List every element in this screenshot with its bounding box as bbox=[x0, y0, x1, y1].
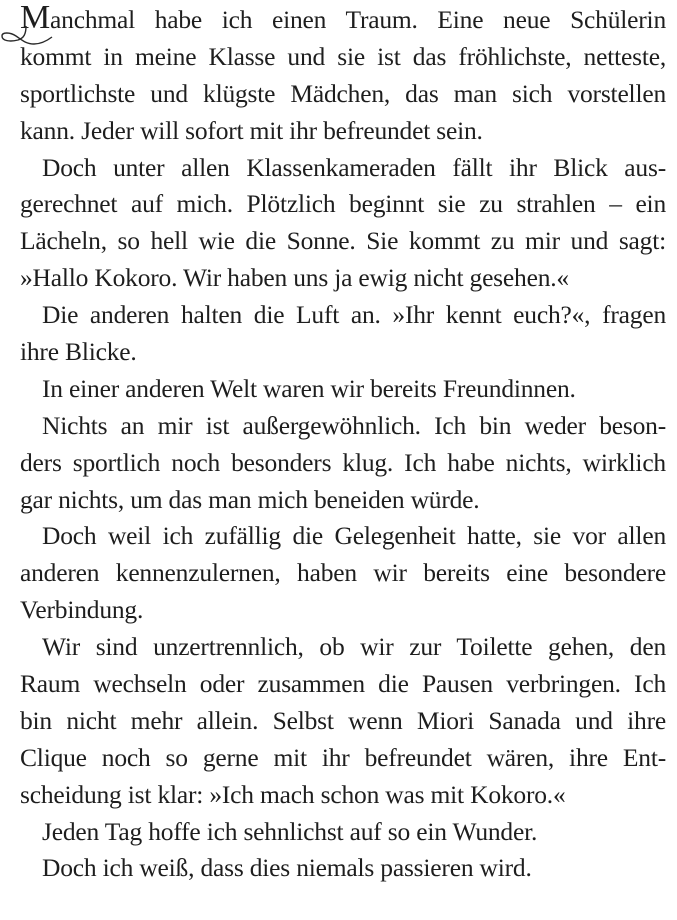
text-line: Doch weil ich zufällig die Gelegenheit hatte, sie vor allen bbox=[42, 521, 666, 551]
paragraph-lines bbox=[20, 39, 666, 887]
text-line: Die anderen halten die Luft an. »Ihr kennt euch?«, fragen bbox=[42, 300, 666, 330]
text-line: Wir sind unzertrennlich, ob wir zur Toilette gehen, den bbox=[42, 632, 666, 662]
text-line: Nichts an mir ist außergewöhnlich. Ich bin weder beson- bbox=[42, 410, 666, 440]
text-line-content: anchmal habe ich einen Traum. Eine neue Schülerin bbox=[50, 5, 666, 34]
text-line: Doch unter allen Klassenkameraden fällt ihr Blick aus- bbox=[42, 152, 666, 182]
text-line: Verbindung. bbox=[20, 595, 144, 625]
drop-cap: M bbox=[20, 0, 51, 36]
text-line: Clique noch so gerne mit ihr befreundet wären, ihre Ent- bbox=[20, 742, 666, 772]
text-line: Jeden Tag hoffe ich sehnlichst auf so ein Wunder. bbox=[42, 816, 538, 846]
text-line: Doch ich weiß, dass dies niemals passieren wird. bbox=[42, 853, 532, 883]
book-page bbox=[20, 2, 666, 887]
text-line: gar nichts, um das man mich beneiden würde. bbox=[20, 484, 480, 514]
text-line: anderen kennenzulernen, haben wir bereits eine besondere bbox=[20, 558, 666, 588]
text-line: gerechnet auf mich. Plötzlich beginnt sie zu strahlen – ein bbox=[20, 189, 666, 219]
text-line: scheidung ist klar: »Ich mach schon was mit Kokoro.« bbox=[20, 779, 566, 809]
text-line: bin nicht mehr allein. Selbst wenn Miori Sanada und ihre bbox=[20, 705, 666, 735]
text-line: sportlichste und klügste Mädchen, das man sich vorstellen bbox=[20, 78, 666, 108]
text-line: ders sportlich noch besonders klug. Ich habe nichts, wirklich bbox=[20, 447, 666, 477]
text-line: Lächeln, so hell wie die Sonne. Sie kommt zu mir und sagt: bbox=[20, 226, 666, 256]
text-line: kommt in meine Klasse und sie ist das fröhlichste, netteste, bbox=[20, 41, 666, 71]
text-line: In einer anderen Welt waren wir bereits Freundinnen. bbox=[42, 373, 576, 403]
flourish-ornament-icon bbox=[0, 24, 60, 54]
text-line: ihre Blicke. bbox=[20, 337, 137, 367]
text-line bbox=[20, 2, 666, 39]
text-line: »Hallo Kokoro. Wir haben uns ja ewig nicht gesehen.« bbox=[20, 263, 569, 293]
text-line: kann. Jeder will sofort mit ihr befreundet sein. bbox=[20, 115, 483, 145]
text-line: Raum wechseln oder zusammen die Pausen verbringen. Ich bbox=[20, 669, 666, 699]
